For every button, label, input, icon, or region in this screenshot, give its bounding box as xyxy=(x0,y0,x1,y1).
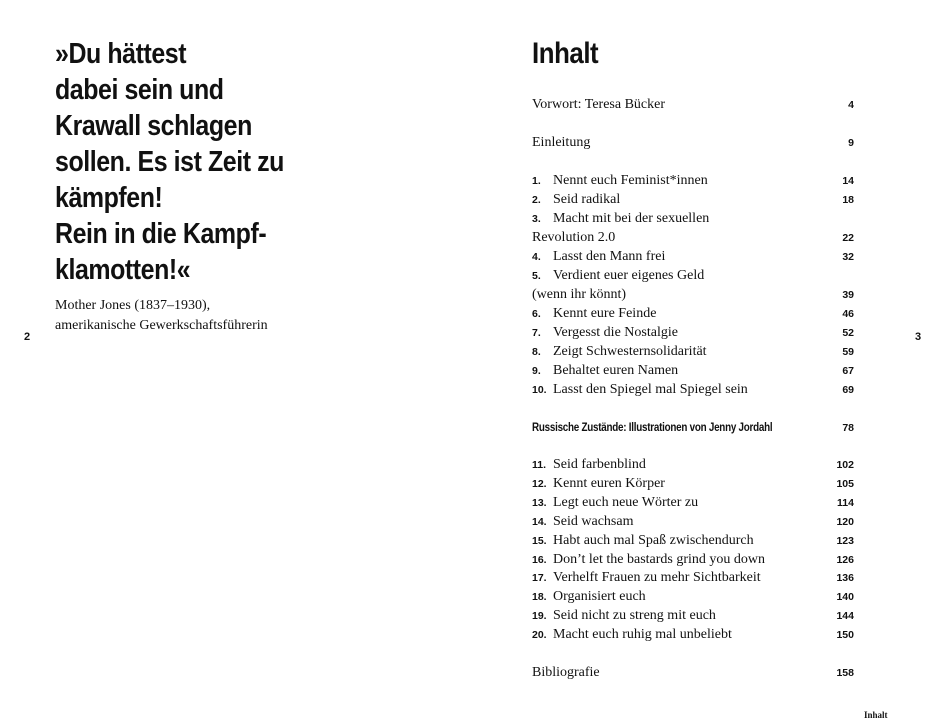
toc-entry-number: 16. xyxy=(532,554,547,566)
toc-entry-chapter-2[interactable] xyxy=(532,190,854,209)
toc-entry-page: 102 xyxy=(836,459,854,471)
toc-entry-page: 32 xyxy=(842,251,854,263)
toc-entry-chapter-4[interactable] xyxy=(532,247,854,266)
toc-entry-page: 69 xyxy=(842,384,854,396)
epigraph-quote: »Du hättest dabei sein und Krawall schlagen sollen. Es ist Zeit zu kämpfen! Rein in die Kampf- klamotten!« xyxy=(55,38,284,286)
toc-entry-chapter-13[interactable] xyxy=(532,493,854,512)
toc-entry-page: 59 xyxy=(842,346,854,358)
toc-entry-number: 12. xyxy=(532,478,547,490)
toc-entry-number: 3. xyxy=(532,213,541,225)
toc-entry-number: 20. xyxy=(532,629,547,641)
toc-entry-number: 4. xyxy=(532,251,541,263)
toc-entry-page: 158 xyxy=(836,667,854,679)
toc-entry-number: 8. xyxy=(532,346,541,358)
toc-entry-title: Zeigt Schwesternsolidarität xyxy=(553,344,707,359)
toc-entry-page: 67 xyxy=(842,365,854,377)
toc-entry-page: 52 xyxy=(842,327,854,339)
toc-entry-bibliografie[interactable] xyxy=(532,663,854,682)
toc-entry-chapter-10[interactable] xyxy=(532,380,854,399)
toc-entry-page: 123 xyxy=(836,535,854,547)
toc-entry-title: Macht euch ruhig mal unbeliebt xyxy=(553,627,732,642)
toc-entry-chapter-14[interactable] xyxy=(532,512,854,531)
toc-entry-page: 150 xyxy=(836,629,854,641)
toc-entry-title: Legt euch neue Wörter zu xyxy=(553,495,699,510)
toc-entry-number: 6. xyxy=(532,308,541,320)
toc-entry-illustrations[interactable] xyxy=(532,418,854,437)
toc-entry-chapter-3[interactable] xyxy=(532,209,854,245)
toc-heading: Inhalt xyxy=(532,37,599,70)
toc-entry-number: 1. xyxy=(532,175,541,187)
toc-entry-number: 2. xyxy=(532,194,541,206)
toc-entry-title: Lasst den Spiegel mal Spiegel sein xyxy=(553,382,748,397)
toc-entry-page: 4 xyxy=(848,99,854,111)
toc-entry-title: Kennt eure Feinde xyxy=(553,306,657,321)
toc-entry-number: 14. xyxy=(532,516,547,528)
toc-entry-chapter-8[interactable] xyxy=(532,342,854,361)
toc-entry-number: 17. xyxy=(532,572,547,584)
toc-entry-title: Bibliografie xyxy=(532,665,600,680)
toc-entry-page: 18 xyxy=(842,194,854,206)
toc-entry-title: Nennt euch Feminist*innen xyxy=(553,173,708,188)
toc-entry-vorwort[interactable] xyxy=(532,95,854,114)
toc-entry-title: Vorwort: Teresa Bücker xyxy=(532,97,666,112)
toc-entry-number: 15. xyxy=(532,535,547,547)
toc-entry-chapter-11[interactable] xyxy=(532,455,854,474)
toc-entry-einleitung[interactable] xyxy=(532,133,854,152)
toc-entry-title: Verdient euer eigenes Geld xyxy=(553,268,705,283)
toc-entry-chapter-15[interactable] xyxy=(532,531,854,550)
toc-entry-page: 140 xyxy=(836,591,854,603)
toc-entry-title: Russische Zustände: Illustrationen von Jenny Jordahl xyxy=(532,420,773,434)
toc-entry-page: 22 xyxy=(842,232,854,244)
toc-entry-number: 5. xyxy=(532,270,541,282)
toc-entry-page: 39 xyxy=(842,289,854,301)
toc-entry-chapter-18[interactable] xyxy=(532,587,854,606)
toc-entry-page: 144 xyxy=(836,610,854,622)
toc-entry-title: Macht mit bei der sexuellen xyxy=(553,211,710,226)
toc-entry-page: 136 xyxy=(836,572,854,584)
toc-entry-page: 46 xyxy=(842,308,854,320)
toc-entry-title: Behaltet euren Namen xyxy=(553,363,679,378)
toc-entry-page: 120 xyxy=(836,516,854,528)
toc-entry-title: Verhelft Frauen zu mehr Sichtbarkeit xyxy=(553,570,761,585)
toc-entry-title-continued: Revolution 2.0 xyxy=(532,230,616,245)
toc-entry-title: Lasst den Mann frei xyxy=(553,249,666,264)
epigraph-attribution: Mother Jones (1837–1930), amerikanische Gewerkschaftsführerin xyxy=(55,298,268,333)
toc-entry-title: Seid wachsam xyxy=(553,514,634,529)
toc-entry-title: Habt auch mal Spaß zwischendurch xyxy=(553,533,754,548)
toc-entry-chapter-1[interactable] xyxy=(532,171,854,190)
toc-entry-page: 14 xyxy=(842,175,854,187)
toc-entry-title: Kennt euren Körper xyxy=(553,476,665,491)
toc-entry-title: Seid farbenblind xyxy=(553,457,646,472)
toc-entry-chapter-7[interactable] xyxy=(532,323,854,342)
toc-entry-title: Seid radikal xyxy=(553,192,621,207)
toc-entry-number: 11. xyxy=(532,459,547,471)
toc-entry-chapter-16[interactable] xyxy=(532,550,854,569)
toc-entry-number: 9. xyxy=(532,365,541,377)
toc-entry-page: 105 xyxy=(836,478,854,490)
toc-entry-title: Organisiert euch xyxy=(553,589,646,604)
toc-entry-number: 10. xyxy=(532,384,547,396)
toc-entry-chapter-5[interactable] xyxy=(532,266,854,302)
toc-entry-chapter-9[interactable] xyxy=(532,361,854,380)
toc-entry-title: Vergesst die Nostalgie xyxy=(553,325,678,340)
toc-entry-page: 114 xyxy=(837,497,854,509)
toc-entry-chapter-17[interactable] xyxy=(532,568,854,587)
toc-entry-title: Seid nicht zu streng mit euch xyxy=(553,608,716,623)
page-number-right: 3 xyxy=(915,331,922,343)
toc-entry-chapter-20[interactable] xyxy=(532,625,854,644)
running-head: Inhalt xyxy=(864,710,888,720)
toc-entry-page: 78 xyxy=(842,422,854,434)
toc-entry-chapter-12[interactable] xyxy=(532,474,854,493)
toc-entry-number: 7. xyxy=(532,327,541,339)
page-number-left: 2 xyxy=(24,331,31,343)
toc-entry-title: Don’t let the bastards grind you down xyxy=(553,552,766,567)
toc-entry-page: 9 xyxy=(848,137,854,149)
toc-entry-number: 19. xyxy=(532,610,547,622)
toc-entry-title: Einleitung xyxy=(532,135,591,150)
toc-entry-page: 126 xyxy=(836,554,854,566)
toc-entry-number: 18. xyxy=(532,591,547,603)
toc-entry-chapter-6[interactable] xyxy=(532,304,854,323)
toc-entry-title-continued: (wenn ihr könnt) xyxy=(532,287,627,302)
toc-entry-chapter-19[interactable] xyxy=(532,606,854,625)
toc-entry-number: 13. xyxy=(532,497,547,509)
